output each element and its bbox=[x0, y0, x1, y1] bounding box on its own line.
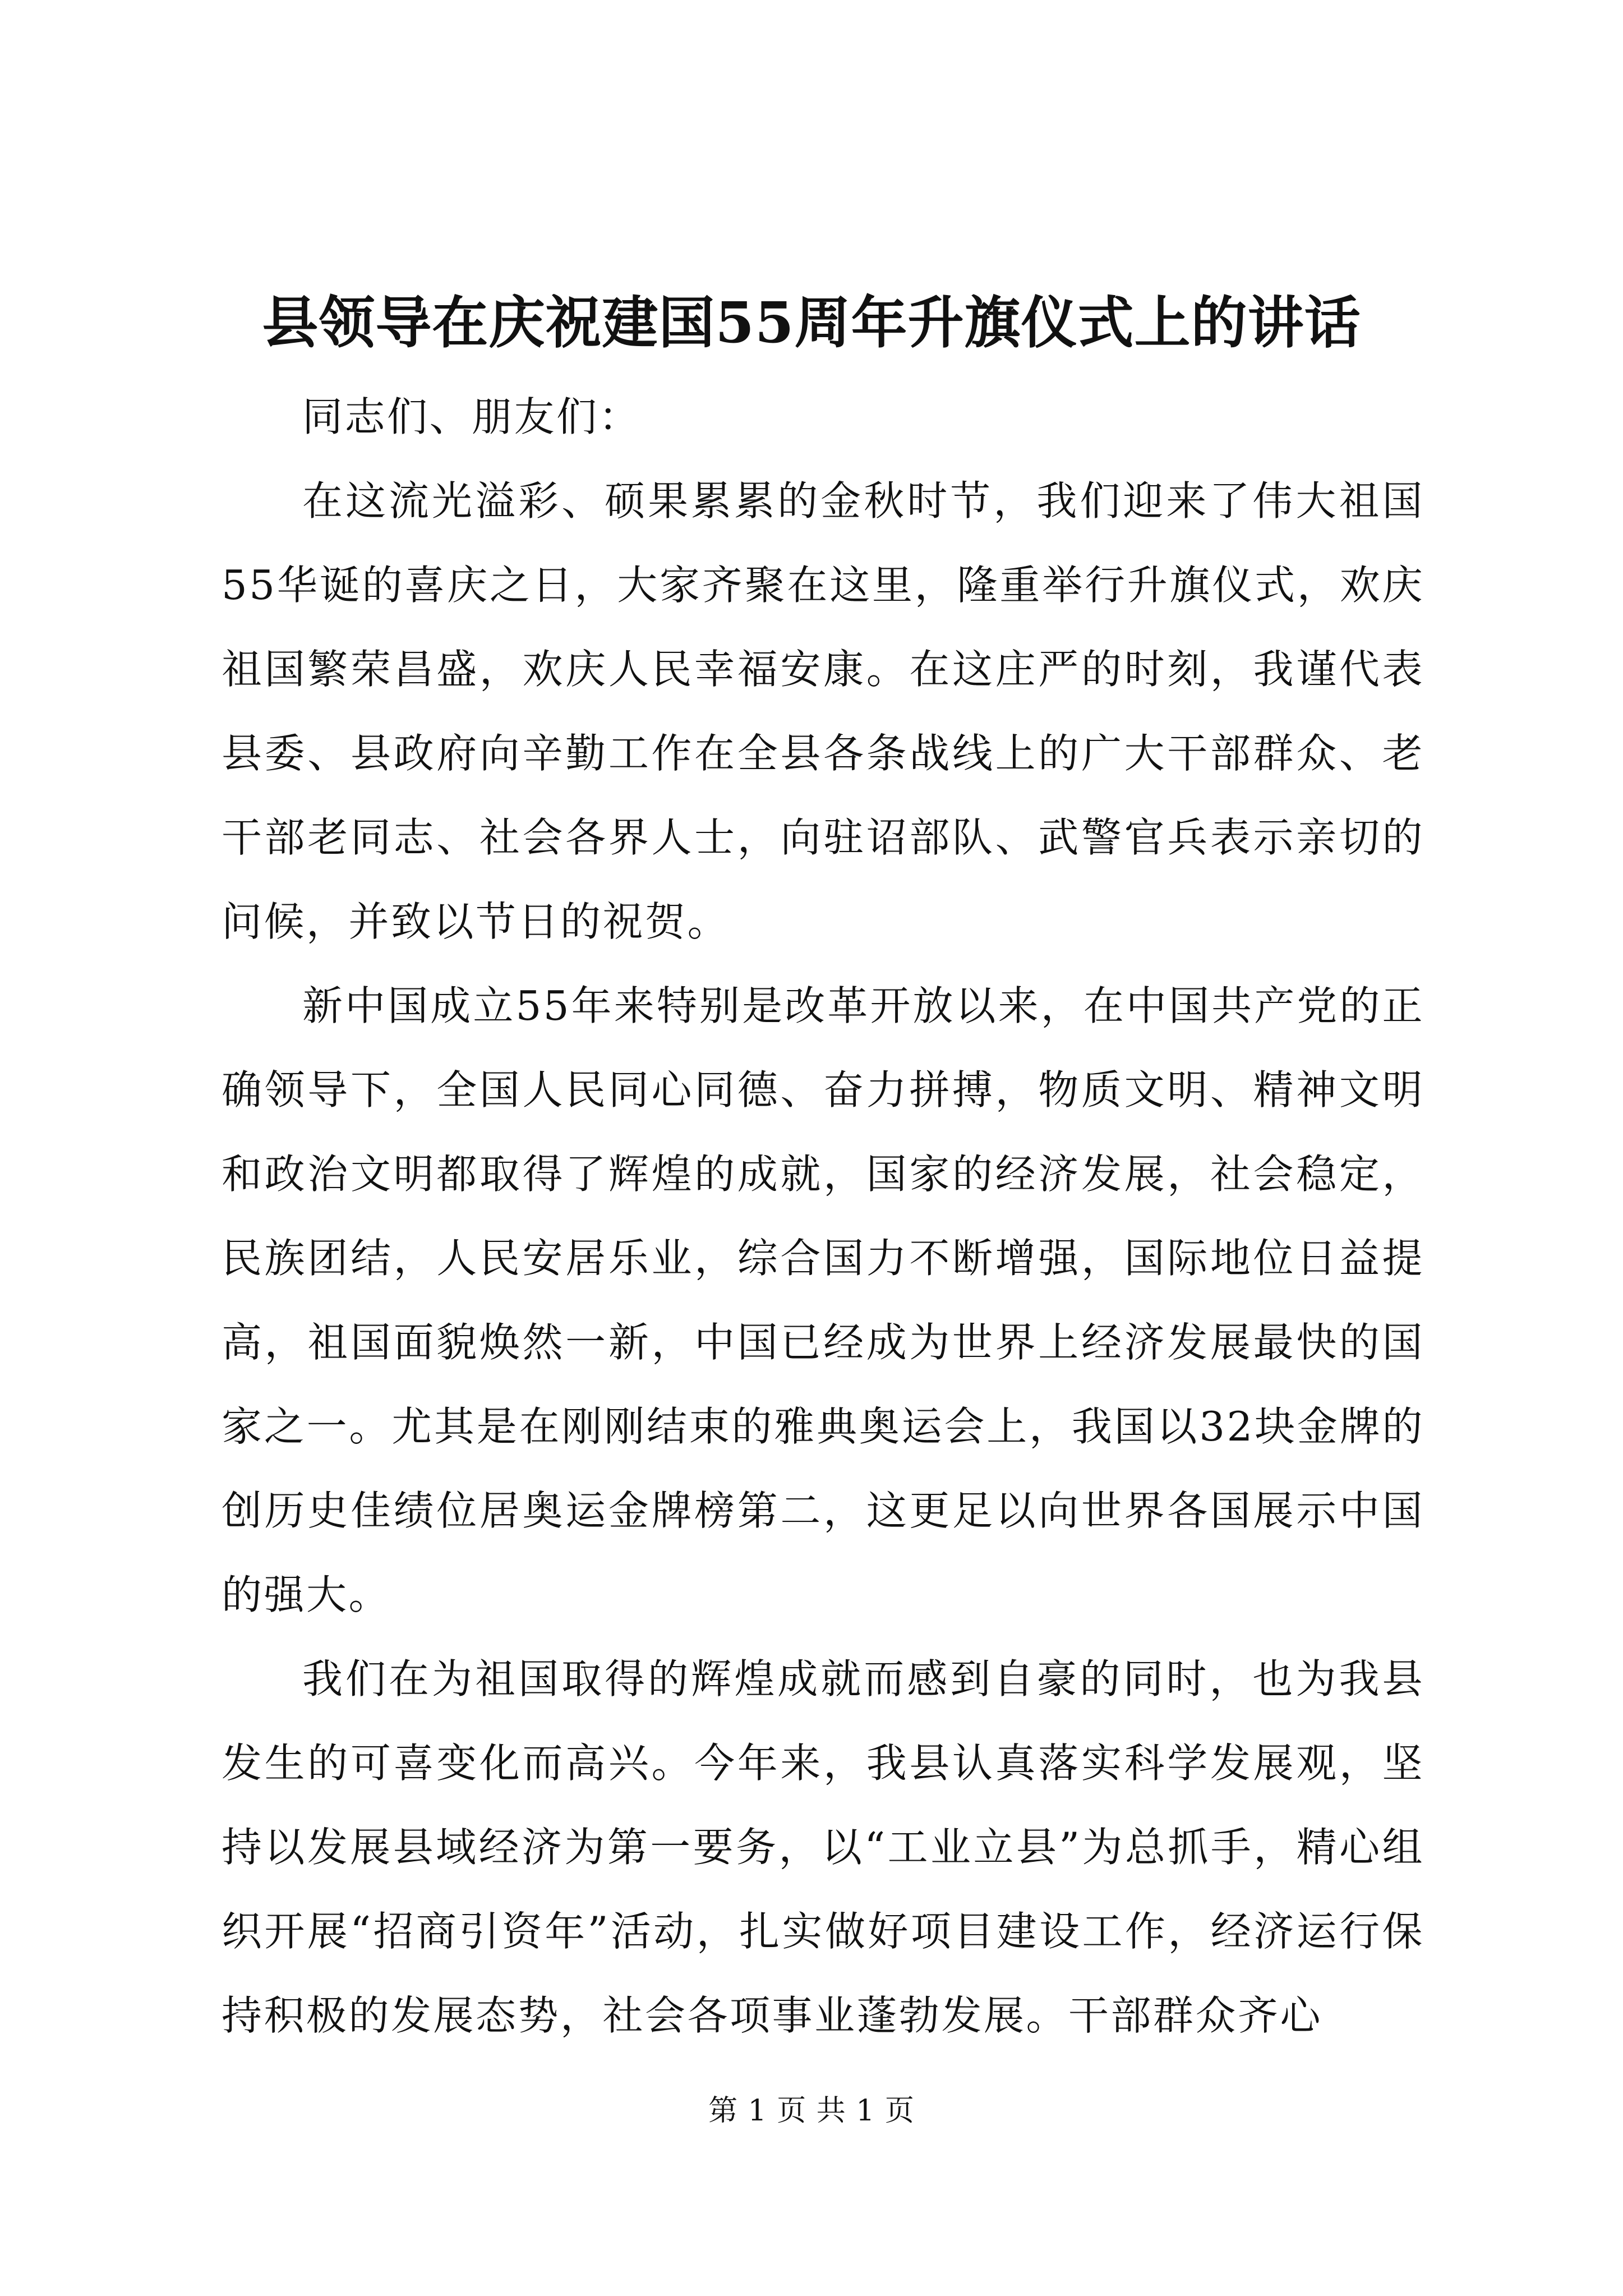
paragraph-1: 在这流光溢彩、硕果累累的金秋时节，我们迎来了伟大祖国55华诞的喜庆之日，大家齐聚在这里，隆重举行升旗仪式，欢庆祖国繁荣昌盛，欢庆人民幸福安康。在这庄严的时刻，我谨代表县委、县政府向辛勤工作在全县各条战线上的广大干部群众、老干部老同志、社会各界人士，向驻诏部队、武警官兵表示亲切的问候，并致以节日的祝贺。 bbox=[222, 477, 1424, 945]
salutation: 同志们、朋友们： bbox=[302, 393, 642, 440]
document-title: 县领导在庆祝建国55周年升旗仪式上的讲话 bbox=[262, 289, 1361, 356]
document-body bbox=[222, 375, 1424, 2058]
page-number-footer: 第 1 页 共 1 页 bbox=[708, 2094, 915, 2128]
paragraph-2: 新中国成立55年来特别是改革开放以来，在中国共产党的正确领导下，全国人民同心同德、奋力拼搏，物质文明、精神文明和政治文明都取得了辉煌的成就，国家的经济发展，社会稳定，民族团结，人民安居乐业，综合国力不断增强，国际地位日益提高，祖国面貌焕然一新，中国已经成为世界上经济发展最快的国家之一。尤其是在刚刚结束的雅典奥运会上，我国以32块金牌的创历史佳绩位居奥运金牌榜第二，这更足以向世界各国展示中国的强大。 bbox=[222, 982, 1424, 1618]
paragraph-3: 我们在为祖国取得的辉煌成就而感到自豪的同时，也为我县发生的可喜变化而高兴。今年来，我县认真落实科学发展观，坚持以发展县域经济为第一要务，以“工业立县”为总抓手，精心组织开展“招商引资年”活动，扎实做好项目建设工作，经济运行保持积极的发展态势，社会各项事业蓬勃发展。干部群众齐心 bbox=[222, 1655, 1424, 2039]
